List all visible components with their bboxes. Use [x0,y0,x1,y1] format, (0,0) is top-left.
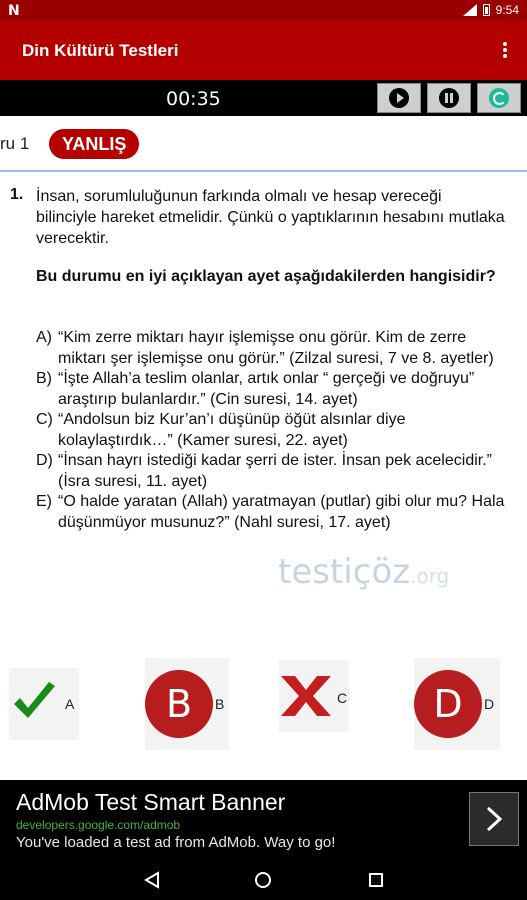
signal-icon [463,4,477,16]
recents-icon[interactable] [366,870,386,890]
notification-icon: N [8,3,20,19]
status-bar [0,0,527,22]
answer-a-button[interactable] [9,668,79,740]
answer-b-circle: B [145,670,213,738]
refresh-icon [489,88,509,108]
battery-icon [483,4,490,16]
option-d: D) “İnsan hayrı istediği kadar şerri de ister. İnsan pek acelecidir.” (İsra suresi, 11. ayet) [36,452,492,490]
option-a: A) “Kim zerre miktarı hayır işlemişse onu görür. Kim de zerre miktarı şer işlemişse onu görür.” (Zilzal suresi, 7 ve 8. ayetler) [36,329,494,367]
home-icon[interactable] [253,870,273,890]
cross-icon [279,674,333,718]
question-text: İnsan, sorumluluğunun farkında olmalı ve hesap vereceği bilinciyle hareket etmelidir. Çünkü o yaptıklarının hesabını mutlaka verecektir. [36,188,505,247]
play-icon [389,88,409,108]
checkmark-icon [11,678,57,724]
answer-c-label: C [337,690,348,706]
question-label: ru 1 [0,134,30,153]
ad-description: You've loaded a test ad from AdMob. Way to go! [16,834,336,851]
ad-title: AdMob Test Smart Banner [16,789,286,815]
status-icons [463,3,519,17]
question-header [0,116,527,172]
options-list [36,328,506,533]
option-c: C) “Andolsun biz Kur’an’ı düşünüp öğüt alsınlar diye kolaylaştırdık…” (Kamer suresi, 22. ayet) [36,411,406,449]
refresh-button[interactable] [477,83,521,113]
play-button[interactable] [377,83,421,113]
ad-url[interactable]: developers.google.com/admob [16,818,181,832]
option-b: B) “İşte Allah’a teslim olanlar, artık onlar “ gerçeği ve doğruyu” araştırıp bulanlardır.” (Cin suresi, 14. ayet) [36,370,475,408]
pause-icon [439,88,459,108]
chevron-right-icon [484,806,504,832]
system-navigation-bar [0,860,527,900]
answer-b-button[interactable] [145,658,229,750]
question-number: 1. [10,186,24,203]
back-icon[interactable] [142,870,162,890]
answer-d-label: D [484,696,495,712]
app-bar [0,22,527,80]
timer-display: 00:35 [166,88,221,110]
answer-b-label: B [215,696,225,712]
overflow-menu-icon[interactable] [503,40,509,60]
answer-choices [0,650,527,760]
watermark-logo: testiçöz.org [278,552,450,592]
option-e: E) “O halde yaratan (Allah) yaratmayan (putlar) gibi olur mu? Hala düşünmüyor musunuz?” (Nahl suresi, 17. ayet) [36,493,505,531]
answer-c-button[interactable] [279,660,349,732]
answer-d-circle: D [414,670,482,738]
ad-banner[interactable] [0,780,527,860]
ad-go-button[interactable] [469,792,519,846]
pause-button[interactable] [427,83,471,113]
answer-d-button[interactable] [414,658,500,750]
timer-bar [0,80,527,116]
question-prompt: Bu durumu en iyi açıklayan ayet aşağıdakilerden hangisidir? [36,268,496,285]
status-time: 9:54 [495,3,519,17]
app-title: Din Kültürü Testleri [22,41,179,60]
status-badge: YANLIŞ [49,129,139,159]
answer-a-label: A [65,696,75,712]
